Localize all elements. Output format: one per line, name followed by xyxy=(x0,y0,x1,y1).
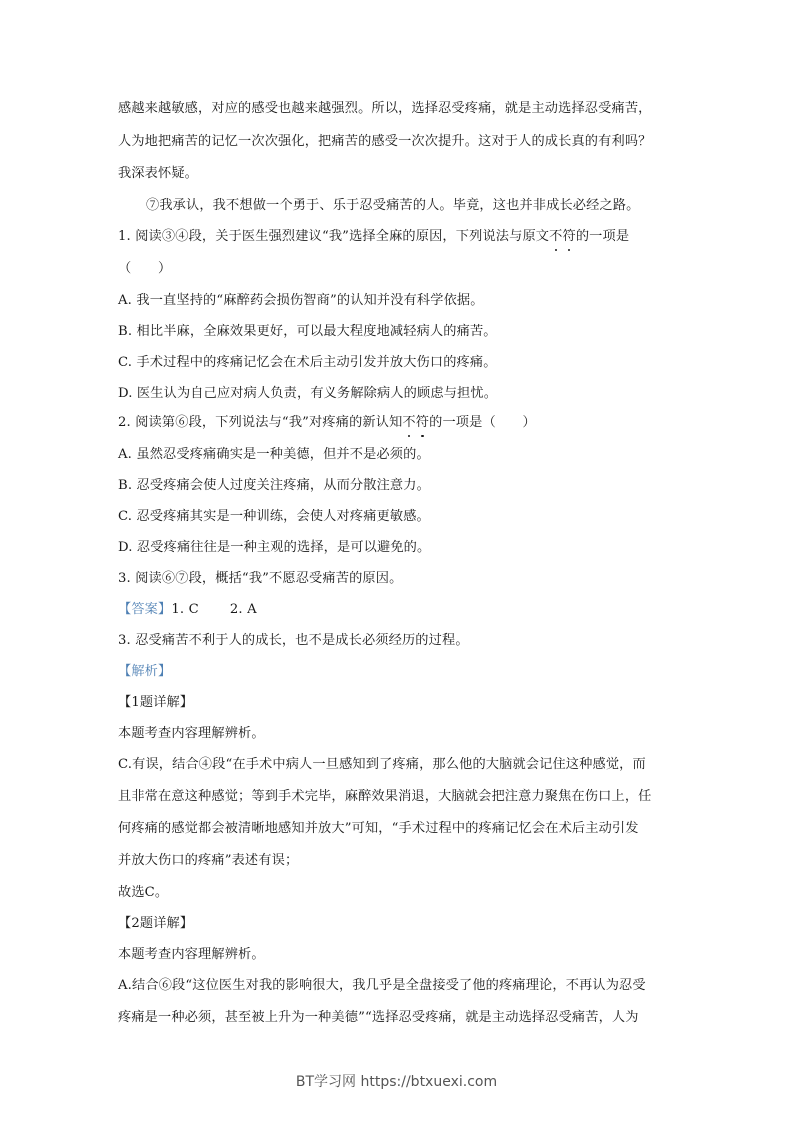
q1-intro: 本题考查内容理解辨析。 xyxy=(118,726,265,741)
question-1-option-a: A. 我一直坚持的“麻醉药会损伤智商”的认知并没有科学依据。 xyxy=(118,293,484,308)
passage-line: 人为地把痛苦的记忆一次次强化，把痛苦的感受一次次提升。这对于人的成长真的有利吗？ xyxy=(118,134,652,149)
question-2-option-d: D. 忍受疼痛往往是一种主观的选择，是可以避免的。 xyxy=(118,540,431,555)
answer-q3: 3. 忍受痛苦不利于人的成长，也不是成长必须经历的过程。 xyxy=(118,633,469,648)
emphasis-char: 符 xyxy=(562,229,576,244)
question-1-option-b: B. 相比半麻，全麻效果更好，可以最大程度地减轻病人的痛苦。 xyxy=(118,324,497,339)
q1-explanation-line: 并放大伤口的疼痛”表述有误； xyxy=(118,853,299,868)
answer-label: 【答案】 xyxy=(118,602,172,617)
question-2-stem xyxy=(118,414,688,432)
passage-line: 我深表怀疑。 xyxy=(118,166,199,181)
question-1-option-d: D. 医生认为自己应对病人负责，有义务解除病人的顾虑与担忧。 xyxy=(118,386,498,401)
q2-detail-heading: 【2题详解】 xyxy=(118,916,194,931)
answer-line xyxy=(118,601,688,619)
question-1-bracket: （ ） xyxy=(118,261,172,276)
passage-paragraph-7: ⑦我承认，我不想做一个勇于、乐于忍受痛苦的人。毕竟，这也并非成长必经之路。 xyxy=(146,198,640,213)
q1-explanation-line: 且非常在意这种感觉；等到手术完毕，麻醉效果消退，大脑就会把注意力聚焦在伤口上，任 xyxy=(118,789,652,804)
q1-detail-heading: 【1题详解】 xyxy=(118,695,194,710)
emphasis-char: 不 xyxy=(549,229,563,244)
question-1-stem-text: 1. 阅读③④段，关于医生强烈建议“我”选择全麻的原因，下列说法与原文 xyxy=(118,229,550,244)
question-1-option-c: C. 手术过程中的疼痛记忆会在术后主动引发并放大伤口的疼痛。 xyxy=(118,355,497,370)
q1-explanation-line: 何疼痛的感觉都会被清晰地感知并放大”可知，“手术过程中的疼痛记忆会在术后主动引发 xyxy=(118,821,639,836)
question-1-stem xyxy=(118,228,688,246)
answer-short: 1. C 2. A xyxy=(171,602,257,617)
analysis-label: 【解析】 xyxy=(118,664,172,679)
passage-line: 感越来越敏感，对应的感受也越来越强烈。所以，选择忍受疼痛，就是主动选择忍受痛苦， xyxy=(118,101,652,116)
question-2-option-b: B. 忍受疼痛会使人过度关注疼痛，从而分散注意力。 xyxy=(118,478,430,493)
q2-intro: 本题考查内容理解辨析。 xyxy=(118,947,265,962)
q2-explanation-line: 疼痛是一种必须，甚至被上升为一种美德”“选择忍受疼痛，就是主动选择忍受痛苦，人为 xyxy=(118,1010,639,1025)
question-2-option-c: C. 忍受疼痛其实是一种训练，会使人对疼痛更敏感。 xyxy=(118,509,430,524)
emphasis-char: 不 xyxy=(402,415,416,430)
question-1-stem-tail: 的一项是 xyxy=(575,229,630,244)
q1-conclusion: 故选C。 xyxy=(118,885,169,900)
question-3-stem: 3. 阅读⑥⑦段，概括“我”不愿忍受痛苦的原因。 xyxy=(118,571,403,586)
question-2-stem-tail: 的一项是（ ） xyxy=(429,415,536,430)
emphasis-char: 符 xyxy=(415,415,430,430)
footer-watermark: BT学习网 https://btxuexi.com xyxy=(295,1074,498,1090)
q2-explanation-line: A.结合⑥段“这位医生对我的影响很大，我几乎是全盘接受了他的疼痛理论，不再认为忍受 xyxy=(118,978,646,993)
question-2-option-a: A. 虽然忍受疼痛确实是一种美德，但并不是必须的。 xyxy=(118,447,430,462)
q1-explanation-line: C.有误，结合④段“在手术中病人一旦感知到了疼痛，那么他的大脑就会记住这种感觉，而 xyxy=(118,757,646,772)
question-2-stem-text: 2. 阅读第⑥段，下列说法与“我”对疼痛的新认知 xyxy=(118,415,403,430)
